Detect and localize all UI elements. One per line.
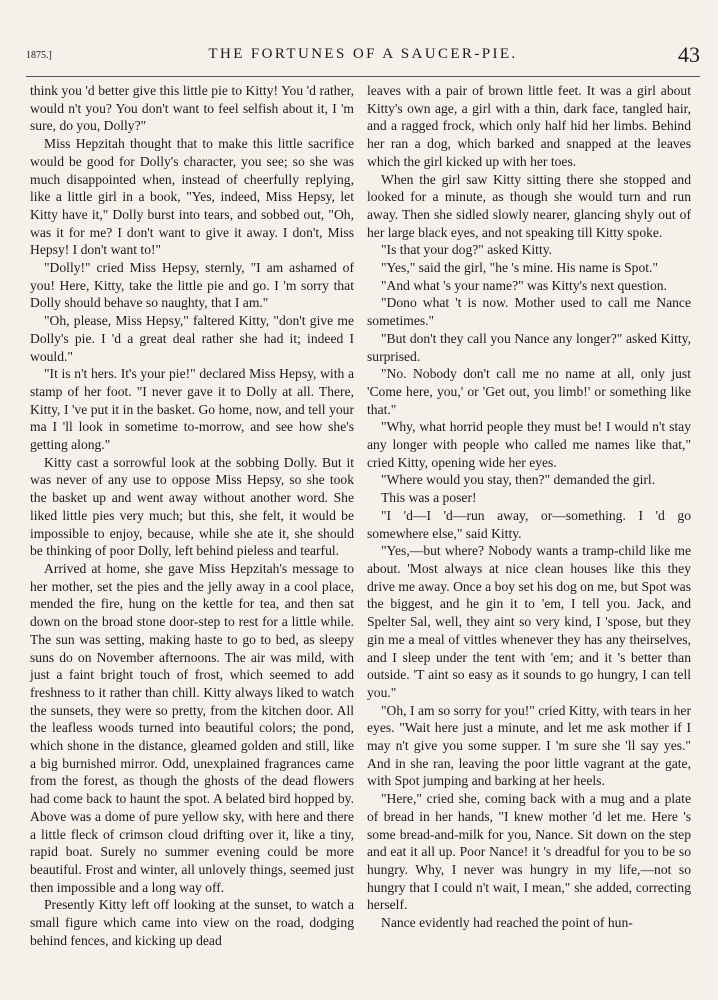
right-column [367, 82, 691, 932]
paragraph: When the girl saw Kitty sitting there she stopped and looked for a minute, as though she would turn and run away. Then she sidled slowly nearer, glancing shyly out of her large black eyes, and not speaking till Kitty spoke. [367, 171, 691, 240]
paragraph: This was a poser! [381, 490, 477, 506]
running-header [26, 42, 700, 72]
paragraph: leaves with a pair of brown little feet. It was a girl about Kitty's own age, a girl with a thin, dark face, tangled hair, and a ragged frock, which only half hid her limbs. Behind her ran a dog, which barked and snapped at the leaves which the girl kicked up with her toes. [367, 83, 691, 169]
paragraph: Arrived at home, she gave Miss Hepzitah's message to her mother, set the pies and the jelly away in a cool place, mended the fire, hung on the kettle for tea, and then sat down on the broad stone door-step to rest for a little while. The sun was setting, making haste to go to bed, as sleepy suns do on November afternoons. The air was mild, with just a faint bright touch of frost, which seemed to add freshness to it rather than chill. Kitty always liked to watch the sunsets, they were so pretty, from the kitchen door. All the leafless woods turned into beautiful colors; the pond, which shone in the distance, gleamed golden and still, like a big burnished mirror. Odd, unexplained fragrances came from the forest, as though the ghosts of the dead flowers had come back to haunt the spot. A belated bird hopped by. Above was a dome of pure yellow sky, with here and there a little fleck of crimson cloud drifting over it, like a tiny, rapid boat. Surely no summer evening could be more beautiful. Frost and winter, all unlovely things, seemed just then impossible and a long way off. [30, 560, 354, 895]
paragraph: Miss Hepzitah thought that to make this little sacrifice would be good for Dolly's character, you see; so she was much disappointed when, instead of cheerfully replying, like a little girl in a book, "Yes, indeed, Miss Hepsy, let Kitty have it," Dolly burst into tears, and sobbed out, "Oh, was it for me? I don't want to give it away. I don't, Miss Hepsy! I don't want to!" [30, 136, 354, 258]
paragraph: "Yes,—but where? Nobody wants a tramp-child like me about. 'Most always at nice clean houses like this they drive me away. Once a boy set his dog on me, but Spot was the biggest, and he gin it to 'em, I tell you. Jack, and Spelter Sal, well, they aint so very kind, I 'spose, but they gin me a meal of vittles whenever they has any theirselves, and I sleep under the tent with 'em; and it 's better than outside. 'T aint so easy as it sounds to go hungry, I can tell you." [367, 543, 691, 700]
page-number: 43 [678, 42, 700, 67]
header-year: 1875.] [26, 50, 52, 61]
paragraph: "Is that your dog?" asked Kitty. [381, 242, 553, 258]
paragraph: "Oh, please, Miss Hepsy," faltered Kitty, "don't give me Dolly's pie. I 'd a great deal rather she had it; indeed I would." [30, 313, 354, 364]
paragraph: "Yes," said the girl, "he 's mine. His name is Spot." [381, 260, 659, 276]
paragraph: Kitty cast a sorrowful look at the sobbing Dolly. But it was never of any use to oppose Miss Hepsy, so she took the basket up and went away without another word. She liked little pies very much; but this, she felt, it would be impossible to enjoy, because, while she ate it, she should be thinking of poor Dolly, left behind pieless and tearful. [30, 454, 354, 559]
header-rule [26, 76, 700, 77]
paragraph: "I 'd—I 'd—run away, or—something. I 'd go somewhere else," said Kitty. [367, 507, 691, 541]
paragraph: "Where would you stay, then?" demanded the girl. [381, 472, 656, 488]
paragraph: Presently Kitty left off looking at the sunset, to watch a small figure which came into view on the road, dodging behind fences, and kicking up dead [30, 897, 354, 948]
paragraph: "Why, what horrid people they must be! I would n't stay any longer with people who called me names like that," cried Kitty, opening wide her eyes. [367, 419, 691, 470]
header-title: THE FORTUNES OF A SAUCER-PIE. [208, 46, 518, 62]
paragraph: think you 'd better give this little pie to Kitty! You 'd rather, would n't you? You don't want to feel selfish about it, I 'm sure, do you, Dolly?" [30, 83, 354, 134]
paragraph: "Dono what 't is now. Mother used to call me Nance sometimes." [367, 295, 691, 329]
paragraph: "Here," cried she, coming back with a mug and a plate of bread in her hands, "I knew mother 'd let me. Here 's some bread-and-milk for you, Nance. Sit down on the step and eat it all up. Poor Nance! it 's dreadful for you to be so hungry. Why, I never was hungry in my life,—not so hungry that I could n't wait, I mean," she added, correcting herself. [367, 791, 691, 913]
paragraph: "Dolly!" cried Miss Hepsy, sternly, "I am ashamed of you! Here, Kitty, take the little pie and go. I 'm sorry that Dolly should behave so naughty, that I am." [30, 260, 354, 311]
paragraph: Nance evidently had reached the point of hun- [381, 915, 633, 931]
paragraph: "No. Nobody don't call me no name at all, only just 'Come here, you,' or 'Get out, you limb!' or something like that." [367, 366, 691, 417]
paragraph: "And what 's your name?" was Kitty's next question. [381, 277, 667, 293]
paragraph: "It is n't hers. It's your pie!" declared Miss Hepsy, with a stamp of her foot. "I never gave it to Dolly at all. There, Kitty, I 've put it in the basket. Go home, now, and tell your ma I 'll look in sometime to-morrow, and see how she's getting along." [30, 366, 354, 453]
left-column [30, 82, 354, 949]
paragraph: "Oh, I am so sorry for you!" cried Kitty, with tears in her eyes. "Wait here just a minute, and let me ask mother if I may n't give you some supper. I 'm sure she 'll say yes." And in she ran, leaving the poor little vagrant at the gate, with Spot jumping and barking at her heels. [367, 702, 691, 789]
paragraph: "But don't they call you Nance any longer?" asked Kitty, surprised. [367, 330, 691, 364]
